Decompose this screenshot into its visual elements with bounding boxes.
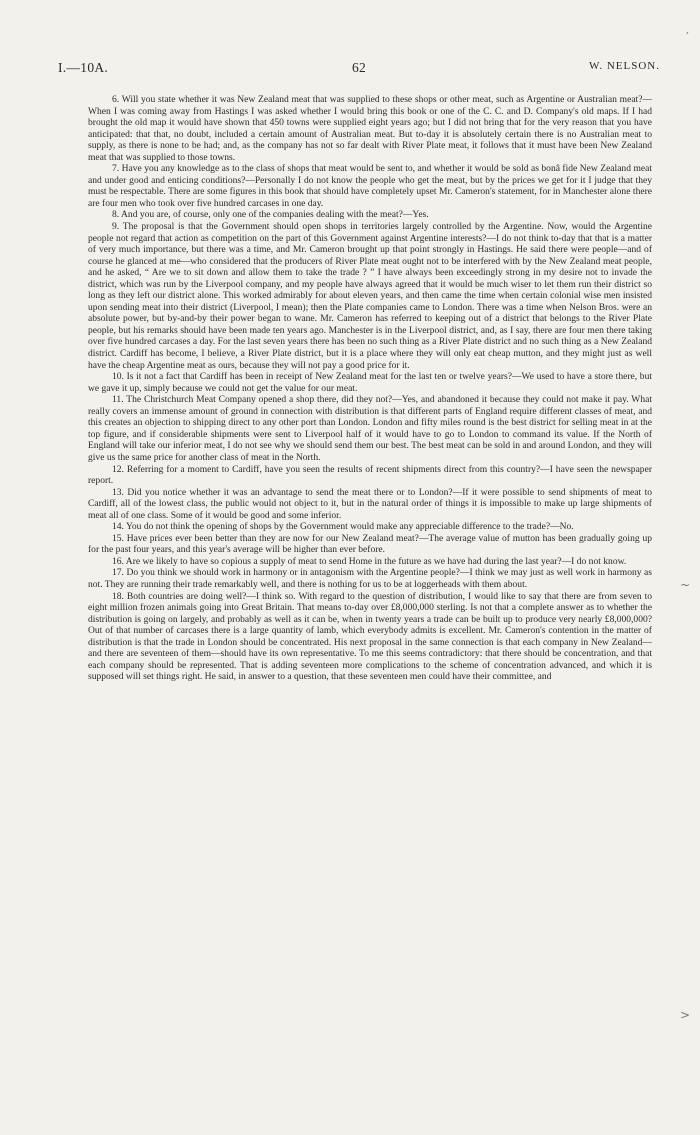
paragraph: 7. Have you any knowledge as to the class of shops that meat would be sent to, and whether it would be sold as bonâ fide New Zealand meat and under good and enticing conditions?—Personally I do not know the people who get the meat, but by the prices we get for it I judge that they must be respectable. There are some figures in this book that should have completely upset Mr. Cameron's statement, for in Manchester alone there are four men who took over five hundred carcases in one day.	[88, 163, 652, 209]
paragraph: 15. Have prices ever been better than they are now for our New Zealand meat?—The average value of mutton has been gradually going up for the past four years, and this year's average will be higher than ever before.	[88, 532, 652, 556]
paragraph: 14. You do not think the opening of shops by the Government would make any appreciable difference to the trade?—No.	[112, 521, 574, 533]
paragraph: 16. Are we likely to have so copious a supply of meat to send Home in the future as we have had during the last year?—I do not know.	[112, 555, 627, 567]
paragraph: 12. Referring for a moment to Cardiff, have you seen the results of recent shipments direct from this country?—I have seen the newspaper report.	[88, 463, 652, 487]
paragraph: 10. Is it not a fact that Cardiff has been in receipt of New Zealand meat for the last ten or twelve years?—We used to have a store there, but we gave it up, simply because we could not get the value for our meat.	[88, 371, 652, 394]
paragraph: 11. The Christchurch Meat Company opened a shop there, did they not?—Yes, and abandoned it because they could not make it pay. What really covers an immense amount of ground in connection with distribution is that different parts of England require different classes of meat, and this creates an objection to shipping direct to any other port than London. London and fifty miles round is the best district for selling meat in at the top figure, and if considerable shipments were sent to Liverpool half of it would have to go to London to command its value. If the North of England will take our inferior meat, I do not see why we should send them our best. The best meat can be sold in and around London, and they will give us the same price for another class of meat in the North.	[88, 394, 652, 463]
paragraph: 13. Did you notice whether it was an advantage to send the meat there or to London?—If it were possible to send shipments of meat to Cardiff, all of the lowest class, the public would not object to it, but in the natural order of things it is impossible to make up large shipments of meat all of one class. Some of it would be good and some inferior.	[88, 486, 652, 521]
scan-mark-middle: ~	[680, 578, 691, 592]
paragraph: 9. The proposal is that the Government should open shops in territories largely controlled by the Argentine. Now, would the Argentine people not regard that action as competition on the part of this Government against Argentine interests?—I do not think to-day that that is a matter of very much importance, but there was a time, and Mr. Cameron brought up that point strongly in Hastings. He said there were people—and of course he glanced at me—who considered that the producers of River Plate meat ought not to be interfered with by the New Zealand meat people, and he asked, “ Are we to sit down and allow them to take the trade ? ” I have always been exceedingly strong in my desire not to invade the district, which was run by the Liverpool company, and my people have always agreed that it would be much wiser to let them run their district so long as they left our district alone. This worked admirably for about eleven years, and then came the time when certain colonial wise men insisted upon sending meat into their district (Liverpool, I mean); then the Plate companies came to London. There was a time when Nelson Bros. were an absolute power, but by-and-by their power began to wane. Mr. Cameron has referred to keeping out of a district that belongs to the River Plate people, but his remarks should have been made ten years ago. Manchester is in the Liverpool district, and, as I say, there are four men there taking over five hundred carcases a day. For the last seven years there has been no such thing as a River Plate district and no such thing as a New Zealand district. Cardiff has become, I believe, a River Plate district, but it is a place where they will only eat cheap mutton, and they might just as well have the cheap Argentine meat as ours, because they will not pay a good price for it.	[88, 221, 652, 371]
document-reference: I.—10A.	[58, 60, 109, 75]
paragraph: 8. And you are, of course, only one of the companies dealing with the meat?—Yes.	[112, 209, 429, 221]
page-number: 62	[351, 60, 367, 75]
scan-mark-top: ′	[686, 30, 689, 44]
paragraph: 17. Do you think we should work in harmony or in antagonism with the Argentine people?—I think we may just as well work in harmony as not. They are running their trade remarkably well, and there is nothing for us to be at loggerheads with them about.	[88, 567, 652, 590]
paragraph: 18. Both countries are doing well?—I think so. With regard to the question of distribution, I would like to say that there are from seven to eight million frozen animals going into Great Britain. That means to-day over £8,000,000 sterling. Is not that a complete answer as to whether the distribution is going on largely, and probably as well as it can be, when in twenty years a trade can be built up to produce very nearly £8,000,000? Out of that number of carcases there is a large quantity of lamb, which everybody admits is excellent. Mr. Cameron's contention in the matter of distribution is that the trade in London should be concentrated. His next proposal in the same connection is that each company in New Zealand—and there are seventeen of them—should have its own representative. To me this seems contradictory: that there should be concentration, and that each company should be represented. That is adding seventeen more complications to the scheme of concentration advanced, and which it is supposed will set things right. He said, in answer to a question, that these seventeen men could have their committee, and	[88, 590, 652, 683]
paragraph: 6. Will you state whether it was New Zealand meat that was supplied to these shops or other meat, such as Argentine or Australian meat?—When I was coming away from Hastings I was asked whether I would bring this book or one of the C. C. and D. Company's old maps. If I had brought the old map it would have shown that 450 towns were supplied eight years ago; but I did not bring that for the very reason that you have anticipated: that that, no doubt, included a certain amount of Australian meat. But to-day it is absolutely certain there is no Australian meat to supply, as there is none to be had; and, as the company has not so far dealt with River Plate meat, it follows that it must have been New Zealand meat that was supplied to those towns.	[88, 94, 652, 163]
page-header	[58, 60, 660, 78]
document-body	[88, 94, 652, 683]
witness-name: W. NELSON.	[588, 60, 660, 72]
scan-mark-bottom: >	[680, 1008, 691, 1022]
